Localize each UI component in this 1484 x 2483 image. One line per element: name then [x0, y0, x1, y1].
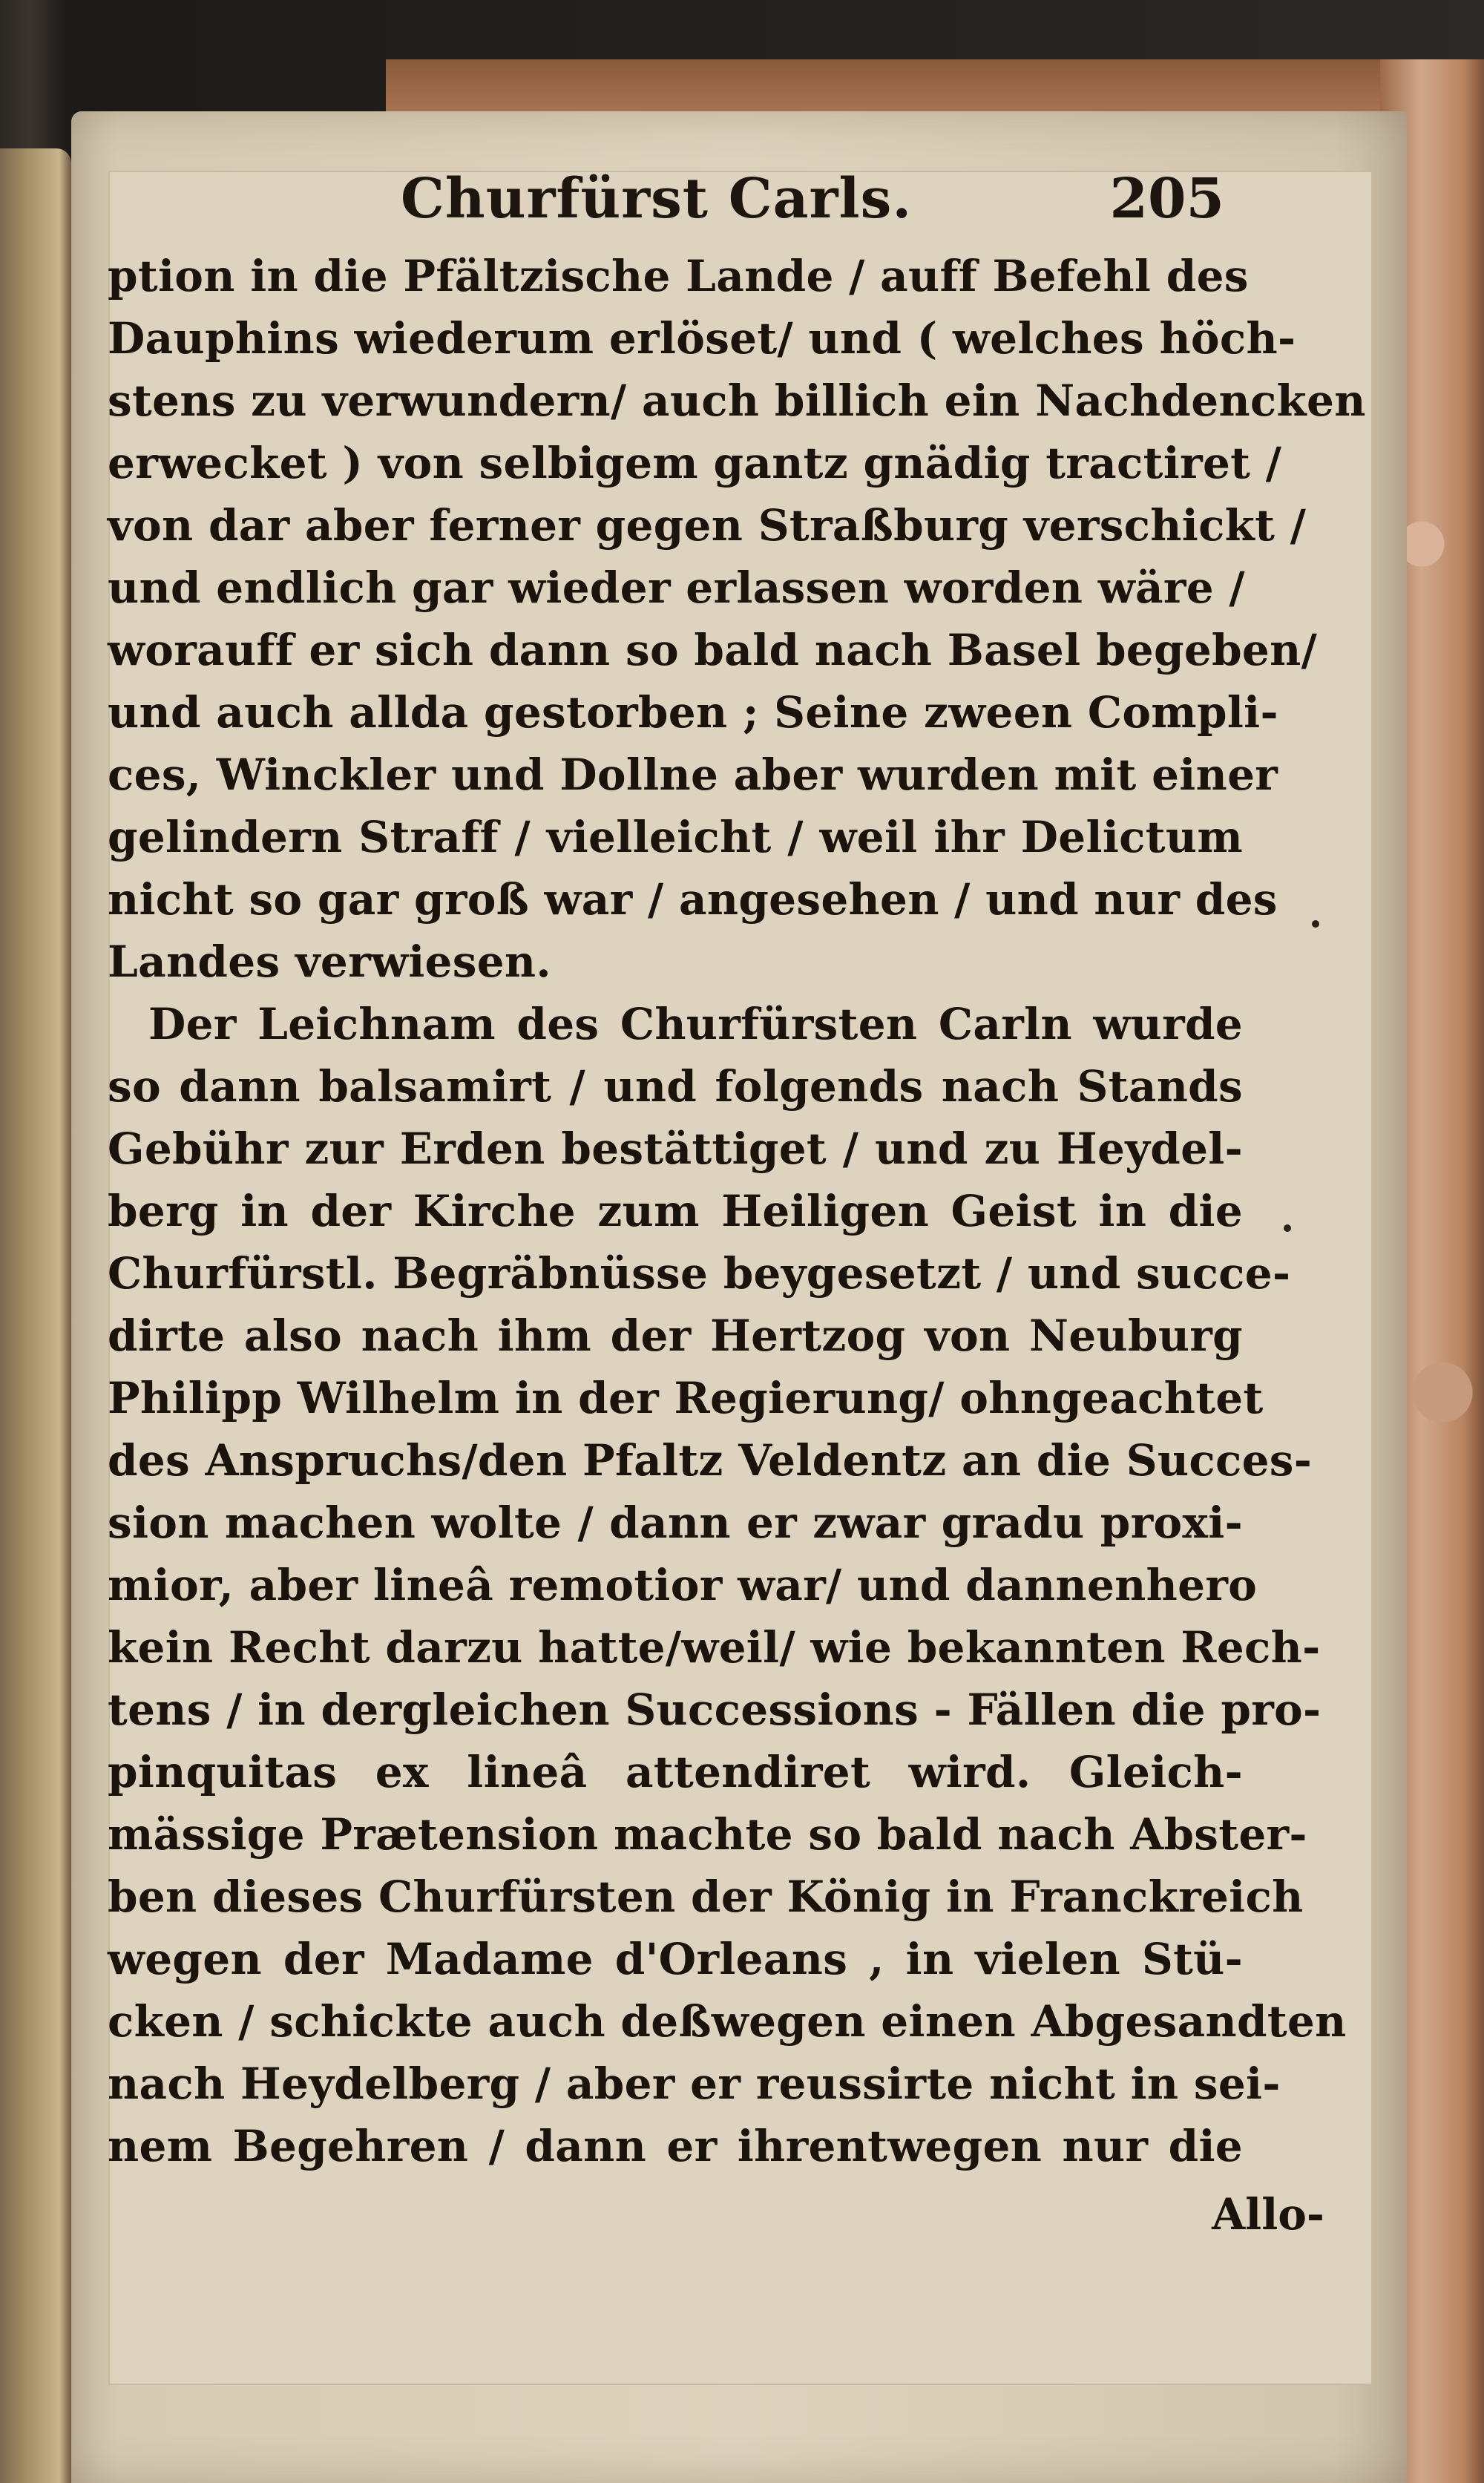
- text-line: Churfürstl. Begräbnüsse beygesetzt / und succe-: [108, 1248, 1291, 1299]
- text-line: stens zu verwundern/ auch billich ein Nachdencken: [108, 375, 1366, 426]
- text-line: mässige Prætension machte so bald nach Abster-: [108, 1809, 1307, 1860]
- text-line: des Anspruchs/den Pfaltz Veldentz an die Succes-: [108, 1435, 1313, 1486]
- text-line: von dar aber ferner gegen Straßburg verschickt /: [108, 500, 1307, 551]
- text-line: tens / in dergleichen Successions - Fällen die pro-: [108, 1685, 1322, 1735]
- text-line: dirte also nach ihm der Hertzog von Neuburg: [108, 1311, 1243, 1361]
- page-body-text: [108, 245, 1366, 2177]
- text-line: Philipp Wilhelm in der Regierung/ ohngeachtet: [108, 1373, 1264, 1423]
- text-line: nach Heydelberg / aber er reussirte nicht in sei-: [108, 2059, 1281, 2109]
- text-line: Landes verwiesen.: [108, 937, 551, 987]
- text-line: nicht so gar groß war / angesehen / und nur des: [108, 874, 1278, 925]
- facing-page-edge: [0, 148, 71, 2483]
- page-number: 205: [1109, 167, 1224, 231]
- catchword: Allo-: [1212, 2189, 1324, 2240]
- text-line: gelindern Straff / vielleicht / weil ihr Delictum: [108, 812, 1243, 862]
- text-line-paragraph-start: Der Leichnam des Churfürsten Carln wurde: [148, 999, 1243, 1049]
- margin-mark: [1284, 1224, 1291, 1232]
- text-line: kein Recht darzu hatte/weil/ wie bekannten Rech-: [108, 1622, 1321, 1673]
- page-header: [104, 160, 1232, 241]
- running-title: Churfürst Carls.: [401, 167, 913, 231]
- text-line: erwecket ) von selbigem gantz gnädig tractiret /: [108, 438, 1282, 488]
- facing-page-text-fragment: [6, 460, 65, 2241]
- text-line: nem Begehren / dann er ihrentwegen nur die: [108, 2121, 1243, 2171]
- text-line: ces, Winckler und Dollne aber wurden mit einer: [108, 750, 1278, 800]
- text-line: Dauphins wiederum erlöset/ und ( welches höch-: [108, 313, 1296, 364]
- text-line: und endlich gar wieder erlassen worden wäre /: [108, 562, 1245, 613]
- text-line: so dann balsamirt / und folgends nach Stands: [108, 1061, 1243, 1112]
- text-line: mior, aber lineâ remotior war/ und dannenhero: [108, 1560, 1258, 1610]
- margin-mark: [1312, 920, 1319, 928]
- text-line: cken / schickte auch deßwegen einen Abgesandten: [108, 1996, 1347, 2047]
- text-line: ben dieses Churfürsten der König in Franckreich: [108, 1872, 1304, 1922]
- text-line: sion machen wolte / dann er zwar gradu proxi-: [108, 1498, 1243, 1548]
- text-line: und auch allda gestorben ; Seine zween Compli-: [108, 687, 1278, 738]
- text-line: wegen der Madame d'Orleans , in vielen Stü-: [108, 1934, 1243, 1984]
- text-line: ption in die Pfältzische Lande / auff Befehl des: [108, 251, 1249, 301]
- text-line: worauff er sich dann so bald nach Basel begeben/: [108, 625, 1318, 675]
- text-line: berg in der Kirche zum Heiligen Geist in die: [108, 1186, 1243, 1236]
- text-line: pinquitas ex lineâ attendiret wird. Gleich-: [108, 1747, 1243, 1797]
- text-line: Gebühr zur Erden bestättiget / und zu Heydel-: [108, 1124, 1243, 1174]
